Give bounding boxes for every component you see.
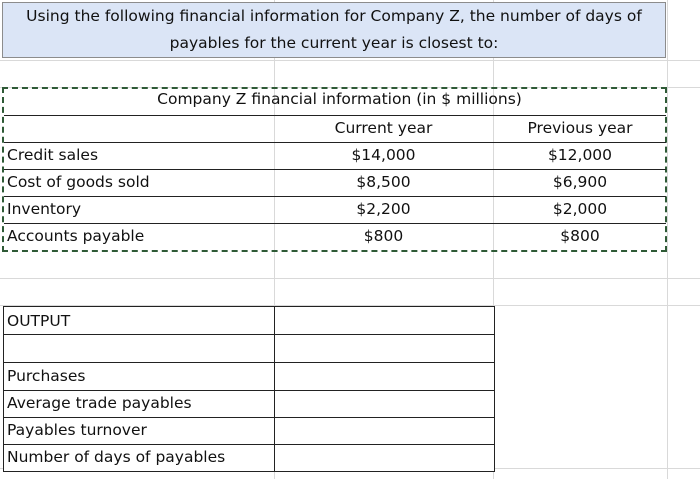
financial-info-title: Company Z financial information (in $ millions)	[157, 90, 522, 108]
output-label[interactable]: Purchases	[7, 367, 86, 385]
row-label[interactable]: Credit sales	[7, 146, 99, 164]
row-current[interactable]: $2,200	[356, 200, 411, 218]
output-row-rule	[3, 417, 495, 418]
row-current[interactable]: $800	[363, 227, 404, 245]
question-line-1: Using the following financial information for Company Z, the number of days of	[26, 7, 642, 25]
output-header-cell[interactable]	[3, 306, 275, 335]
row-label[interactable]: Cost of goods sold	[7, 173, 150, 191]
output-header-value-cell[interactable]	[274, 306, 495, 335]
output-blank-cell[interactable]	[3, 334, 275, 363]
question-cell[interactable]	[2, 2, 666, 58]
row-previous[interactable]: $6,900	[552, 173, 608, 191]
output-row-rule	[3, 444, 495, 445]
output-label[interactable]: Number of days of payables	[7, 448, 226, 466]
row-rule	[4, 169, 666, 170]
output-blank-value-cell[interactable]	[274, 334, 495, 363]
output-label[interactable]: Average trade payables	[7, 394, 192, 412]
row-previous[interactable]: $12,000	[547, 146, 613, 164]
row-previous[interactable]: $2,000	[552, 200, 608, 218]
output-row-rule	[3, 390, 495, 391]
output-header: OUTPUT	[7, 312, 71, 330]
title-underline	[4, 115, 666, 116]
question-line-2: payables for the current year is closest to:	[169, 34, 499, 52]
row-rule	[4, 196, 666, 197]
col-header-previous: Previous year	[527, 119, 633, 137]
row-rule	[4, 223, 666, 224]
row-previous[interactable]: $800	[560, 227, 600, 245]
row-current[interactable]: $8,500	[356, 173, 411, 191]
row-label[interactable]: Inventory	[7, 200, 82, 218]
output-label[interactable]: Payables turnover	[7, 421, 147, 439]
row-current[interactable]: $14,000	[351, 146, 416, 164]
col-header-current: Current year	[334, 119, 433, 137]
row-label[interactable]: Accounts payable	[7, 227, 145, 245]
header-underline	[4, 142, 666, 143]
